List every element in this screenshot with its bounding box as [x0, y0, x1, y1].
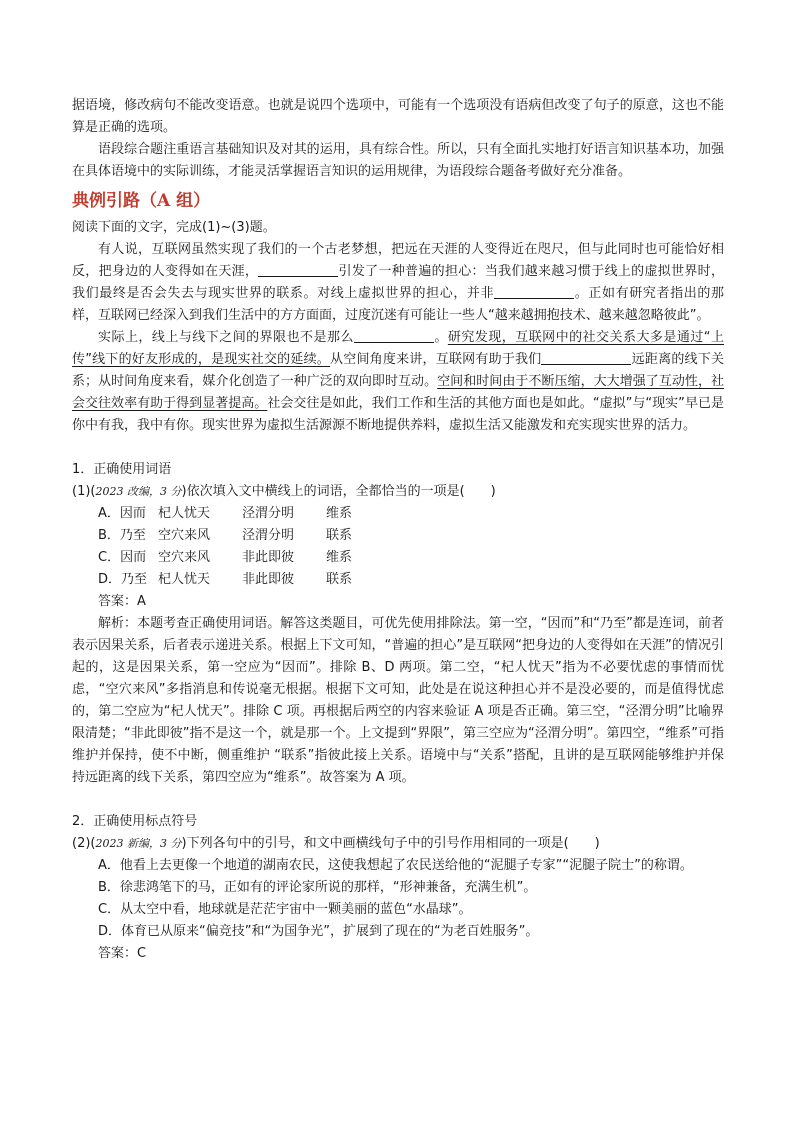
option-b: B．徐悲鸿笔下的马，正如有的评论家所说的那样，“形神兼备，充满生机”。 — [98, 880, 537, 895]
passage-text: 引发了一种普遍的担心：当我们越来越习惯于线上的虚拟世界时，我们最终是否会失去与现实世界的联系。对线上虚拟世界的担心，并非 — [72, 264, 724, 301]
option-cell: 联系 — [326, 528, 353, 543]
option-cell: 非此即彼 — [242, 550, 295, 565]
question-2-stem — [72, 833, 724, 855]
question-1-analysis: 解析：本题考查正确使用词语。解答这类题目，可优先使用排除法。第一空，“因而”和“乃至”都是连词，前者表示因果关系，后者表示递进关系。根据上下文可知，“普遍的担心”是互联网“把身边的人变得如在天涯”的情况引起的，这是因果关系，第一空应为“因而”。排除 B、D 两项。第二空，“杞人忧天”指为不必要忧虑的事情而忧虑，“空穴来风”多指消息和传说毫无根据。根据下文可知，此处是在说这种担心并不是没必要的，而是值得忧虑的，第二空应为“杞人忧天”。排除 C 项。再根据后两空的内容来验证 A 项是否正确。第三空，“泾渭分明”比喻界限清楚；“非此即彼”指不是这一个，就是那一个。上文提到“界限”，第三空应为“泾渭分明”。第四空，“维系”可指维护并保持，使不中断，侧重维护 “联系”指彼此接上关系。语境中与“关系”搭配，且讲的是互联网能够维护并保持远距离的线下关系，第四空应为“维系”。故答案为 A 项。 — [72, 616, 724, 785]
option-row-b — [72, 525, 724, 547]
option-cell: 空穴来风 — [158, 550, 211, 565]
option-cell: 维系 — [326, 550, 353, 565]
question-text-end: ) — [594, 836, 600, 851]
option-cell: 杞人忧天 — [158, 506, 211, 521]
option-cell: B．乃至 — [98, 528, 146, 543]
passage-paragraph-1 — [72, 239, 724, 327]
question-text: )下列各句中的引号，和文中画横线句子中的引号作用相同的一项是( — [181, 836, 569, 851]
option-cell: 非此即彼 — [242, 572, 295, 587]
fill-blank-3 — [354, 328, 434, 343]
intro-paragraph-1: 据语境，修改病句不能改变语意。也就是说四个选项中，可能有一个选项没有语病但改变了句子的原意，这也不能算是正确的选项。 — [72, 98, 724, 135]
question-number: (1)( — [72, 484, 96, 499]
option-cell: 泾渭分明 — [242, 506, 295, 521]
intro-paragraph-2: 语段综合题注重语言基础知识及对其的运用，具有综合性。所以，只有全面扎实地打好语言知识基本功，加强在具体语境中的实际训练，才能灵活掌握语言知识的运用规律，为语段综合题备考做好充分准备。 — [72, 142, 724, 179]
passage-text: 实际上，线上与线下之间的界限也不是那么 — [98, 330, 354, 345]
option-cell: 联系 — [326, 572, 353, 587]
fill-blank-2 — [494, 284, 574, 299]
option-d: D．体育已从原来“偏竞技”和“为国争光”，扩展到了现在的“为老百姓服务”。 — [98, 924, 539, 939]
option-cell: C．因而 — [98, 550, 147, 565]
passage-text: 从空间角度来讲，互联网有助于我们 — [330, 352, 542, 367]
option-cell: 泾渭分明 — [242, 528, 295, 543]
spacer — [72, 789, 724, 803]
section-heading: 典例引路（A 组） — [72, 191, 211, 211]
option-cell: D．乃至 — [98, 572, 148, 587]
passage-text: 。 — [433, 330, 448, 345]
option-c: C．从太空中看，地球就是茫茫宇宙中一颗美丽的蓝色“水晶球”。 — [98, 902, 472, 917]
option-row-a — [72, 503, 724, 525]
question-source: 2023 改编，3 分 — [95, 485, 182, 498]
passage-text: 。正如有研究者指出的那样，互联网已经深入到我们生活中的方方面面，过度沉迷有可能让一些人“越来越拥抱技术、越来越忽略彼此”。 — [72, 286, 724, 323]
option-cell: 空穴来风 — [158, 528, 211, 543]
spacer — [72, 437, 724, 451]
passage-paragraph-2 — [72, 327, 724, 437]
question-source: 2023 新编，3 分 — [95, 837, 182, 850]
question-1-answer: 答案：A — [98, 594, 146, 609]
option-row-c — [72, 547, 724, 569]
option-row-d — [72, 569, 724, 591]
question-1-section: 1．正确使用词语 — [72, 462, 172, 477]
fill-blank-1 — [258, 262, 338, 277]
option-cell: 维系 — [326, 506, 353, 521]
option-a: A．他看上去更像一个地道的湖南农民，这使我想起了农民送给他的“泥腿子专家”“泥腿子院士”的称谓。 — [98, 858, 693, 873]
question-number: (2)( — [72, 836, 96, 851]
question-text-end: ) — [490, 484, 496, 499]
passage-text: 远距离的线下关系；从时间角度来看，媒介化创造了一种广泛的双向即时互动。 — [72, 352, 724, 389]
reading-instruction: 阅读下面的文字，完成(1)~(3)题。 — [72, 220, 276, 235]
option-cell: A．因而 — [98, 506, 146, 521]
question-1-stem — [72, 481, 724, 503]
fill-blank-4 — [541, 350, 631, 365]
option-cell: 杞人忧天 — [158, 572, 211, 587]
underlined-sentence-2: 空间和时间由于不断压缩，大大增强了互动性，社会交往效率有助于得到显著提高。 — [72, 374, 724, 411]
question-text: )依次填入文中横线上的词语，全都恰当的一项是( — [181, 484, 465, 499]
question-2-section: 2．正确使用标点符号 — [72, 814, 198, 829]
passage-text: 社会交往是如此，我们工作和生活的其他方面也是如此。“虚拟”与“现实”早已是你中有我，我中有你。现实世界为虚拟生活源源不断地提供养料，虚拟生活又能激发和充实现实世界的活力。 — [72, 396, 724, 433]
question-2-answer: 答案：C — [98, 946, 147, 961]
underlined-sentence-1: 研究发现，互联网中的社交关系大多是通过“上传”线下的好友形成的，是现实社交的延续。 — [72, 330, 724, 367]
document-page — [72, 95, 724, 965]
passage-text: 有人说，互联网虽然实现了我们的一个古老梦想，把远在天涯的人变得近在咫尺，但与此同时也可能恰好相反，把身边的人变得如在天涯， — [72, 242, 724, 279]
